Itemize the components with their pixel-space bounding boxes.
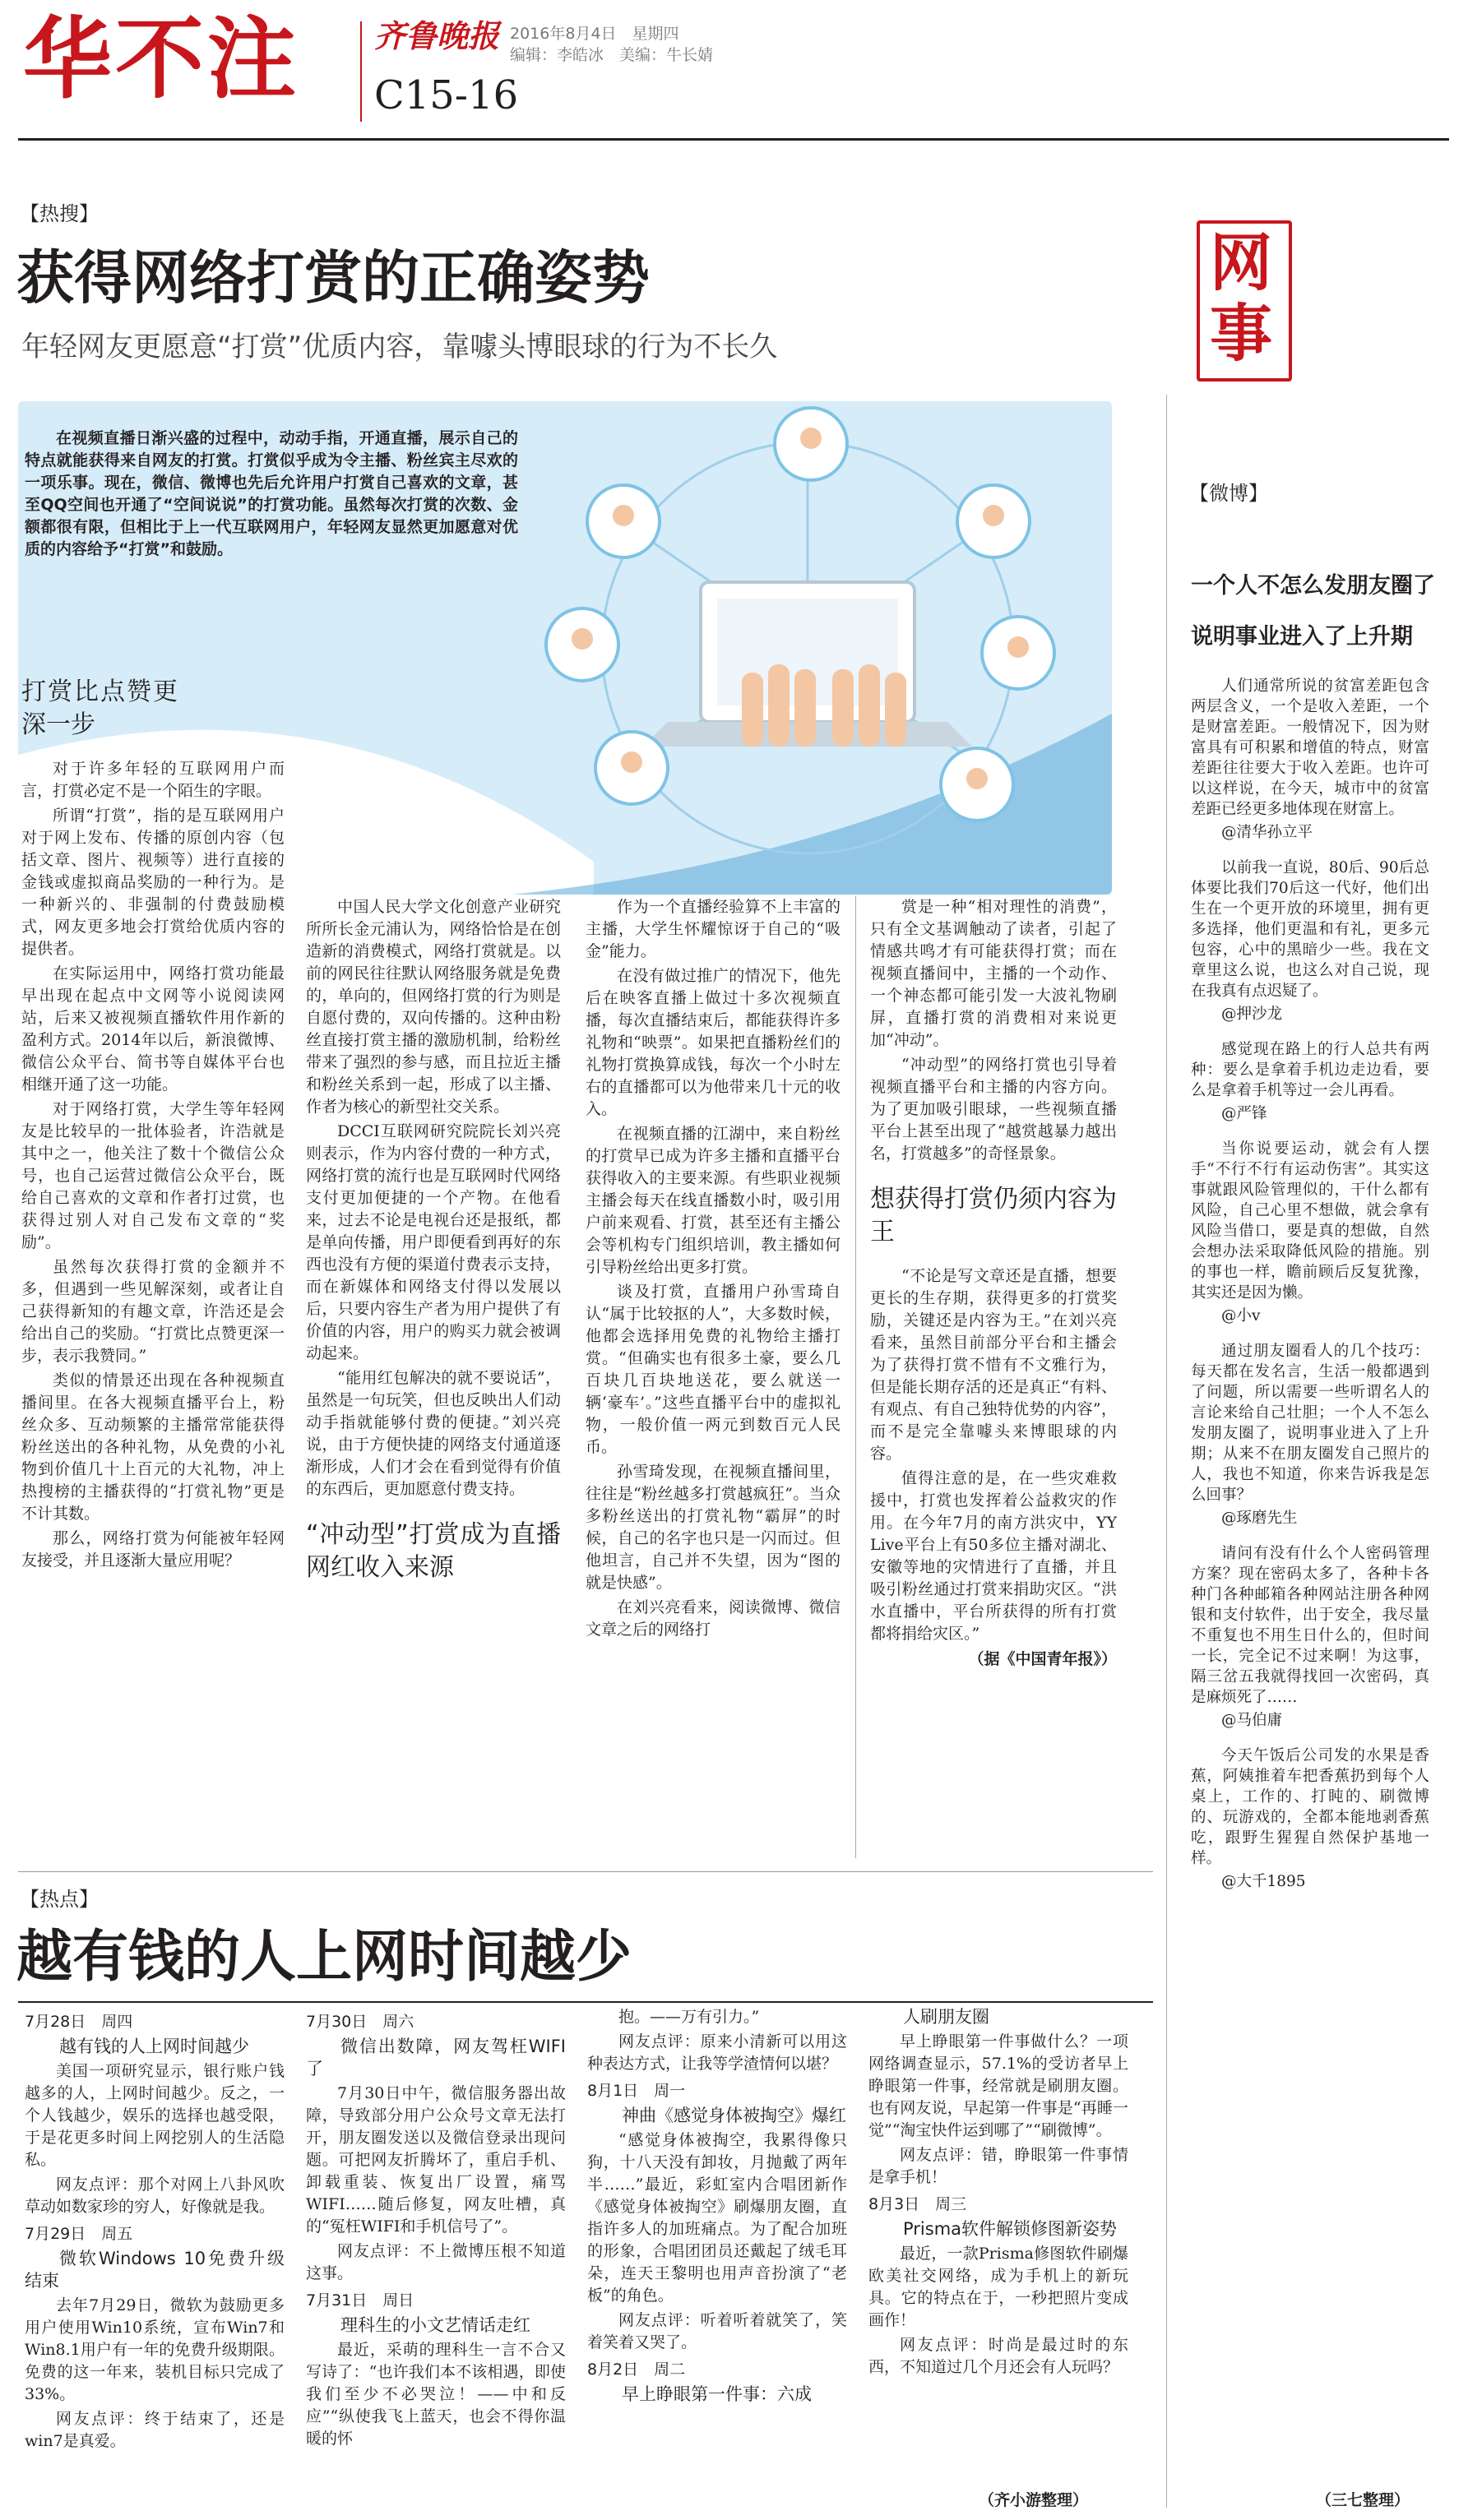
weibo-author: @清华孙立平 bbox=[1221, 824, 1313, 841]
paper-logo: 齐鲁晚报 bbox=[374, 17, 500, 54]
weibo-post: 人们通常所说的贫富差距包含两层含义，一个是收入差距，一个是财富差距。一般情况下，因为财富具有可积累和增值的特点，财富差距往往要大于收入差距。也许可以这样说，在今天，城市中的贫富差距已经更多地体现在财富上。 bbox=[1191, 677, 1429, 818]
section-divider bbox=[18, 1871, 1153, 1872]
article2-column-3 bbox=[587, 2006, 847, 2408]
article1-tag: 【热搜】 bbox=[20, 202, 99, 225]
article1-paragraph: 所谓“打赏”，指的是互联网用户对于网上发布、传播的原创内容（包括文章、图片、视频等）进行直接的金钱或虚拟商品奖励的一种行为。是一种新兴的、非强制的付费鼓励模式，网友更多地会打赏给优质内容的提供者。 bbox=[21, 807, 285, 958]
article1-paragraph: 赏是一种“相对理性的消费”，只有全文基调触动了读者，引起了情感共鸣才有可能获得打赏；而在视频直播间中，主播的一个动作、一个神态都可能引发一大波礼物刷屏，直播打赏的消费相对来说更加“冲动”。 bbox=[870, 898, 1117, 1049]
entry-paragraph: 网友点评：终于结束了，还是win7是真爱。 bbox=[25, 2410, 285, 2450]
article1-credit: （据《中国青年报》） bbox=[968, 1650, 1117, 1668]
entry-paragraph: 美国一项研究显示，银行账户钱越多的人，上网时间越少。反之，一个人钱越少，娱乐的选择也越受限，于是花更多时间上网挖别人的生活隐私。 bbox=[25, 2062, 285, 2169]
side-tab-char-1: 网 bbox=[1210, 226, 1272, 299]
article2-column-1 bbox=[25, 2006, 285, 2455]
weibo-author: @琢磨先生 bbox=[1221, 1510, 1298, 1527]
article1-column-2 bbox=[306, 896, 561, 1601]
entry-paragraph: 网友点评：错，睁眼第一件事情是拿手机！ bbox=[868, 2146, 1128, 2186]
avatar-icon bbox=[980, 615, 1056, 691]
article1-column-4 bbox=[870, 896, 1117, 1673]
article2-title-rule bbox=[18, 2001, 1153, 2003]
entry-paragraph: 网友点评：原来小清新可以用这种表达方式，让我等学渣情何以堪？ bbox=[587, 2032, 847, 2073]
sidebar-divider bbox=[1166, 395, 1167, 2508]
weibo-post: 通过朋友圈看人的几个技巧：每天都在发名言，生活一般都遇到了问题，所以需要一些听谓名人的言论来给自己壮胆；一个人不怎么发朋友圈了，说明事业进入了上升期；从来不在朋友圈发自己照片的人，我也不知道，你来告诉我是怎么回事？ bbox=[1191, 1343, 1429, 1504]
article1-paragraph: 谈及打赏，直播用户孙雪琦自认“属于比较抠的人”，大多数时候，他都会选择用免费的礼物给主播打赏。“但确实也有很多土豪，要么几百块几百块地送花，要么就送一辆‘豪车’。”这些直播平台中的虚拟礼物，一般价值一两元到数百元人民币。 bbox=[586, 1283, 841, 1456]
masthead-divider bbox=[360, 21, 362, 122]
article1-paragraph: “冲动型”的网络打赏也引导着视频直播平台和主播的内容方向。为了更加吸引眼球，一些视频直播平台上甚至出现了“越赏越暴力越出名，打赏越多”的奇怪景象。 bbox=[870, 1056, 1117, 1163]
weibo-post: 今天午饭后公司发的水果是香蕉，阿姨推着车把香蕉扔到每个人桌上，工作的、打盹的、刷微博的、玩游戏的，全都本能地剥香蕉吃，跟野生猩猩自然保护基地一样。 bbox=[1191, 1747, 1429, 1867]
side-tab-stamp bbox=[1197, 220, 1292, 381]
article1-paragraph: 在视频直播的江湖中，来自粉丝的打赏早已成为许多主播和直播平台获得收入的主要来源。有些职业视频主播会每天在线直播数小时，吸引用户前来观看、打赏，甚至还有主播公会等机构专门组织培训，教主播如何引导粉丝给出更多打赏。 bbox=[586, 1125, 841, 1276]
entry-paragraph: 网友点评：时尚是最过时的东西，不知道过几个月还会有人玩吗？ bbox=[868, 2336, 1128, 2376]
sidebar-posts bbox=[1191, 676, 1429, 1907]
avatar-icon bbox=[586, 483, 661, 559]
article1-paragraph: “能用红包解决的就不要说话”，虽然是一句玩笑，但也反映出人们动动手指就能够付费的便捷。”刘兴亮说，由于方便快捷的网络支付通道逐渐形成，人们才会在看到觉得有价值的东西后，更加愿意付费支持。 bbox=[306, 1369, 561, 1498]
article1-paragraph: 值得注意的是，在一些灾难救援中，打赏也发挥着公益救灾的作用。在今年7月的南方洪灾中，YY Live平台上有50多位主播对湖北、安徽等地的灾情进行了直播，并且吸引粉丝通过打赏来捐助灾区。“洪水直播中，平台所获得的所有打赏都将捐给灾区。” bbox=[870, 1469, 1117, 1643]
avatar-icon bbox=[594, 730, 669, 806]
entry-date: 7月29日 周五 bbox=[25, 2225, 133, 2243]
issue-date: 2016年8月4日 星期四 bbox=[510, 25, 679, 43]
entry-headline: 理科生的小文艺情话走红 bbox=[340, 2315, 530, 2335]
article2-column-2 bbox=[306, 2006, 566, 2453]
entry-headline: Prisma软件解锁修图新姿势 bbox=[903, 2219, 1118, 2239]
article1-col4-subhead: 想获得打赏仍须内容为王 bbox=[870, 1185, 1117, 1246]
entry-paragraph: 网友点评：那个对网上八卦风吹草动如数家珍的穷人，好像就是我。 bbox=[25, 2176, 285, 2216]
section-title: 华不注 bbox=[23, 8, 300, 111]
entry-headline: 人刷朋友圈 bbox=[903, 2007, 989, 2027]
article1-paragraph: 在刘兴亮看来，阅读微博、微信文章之后的网络打 bbox=[586, 1598, 841, 1639]
article1-paragraph: DCCI互联网研究院院长刘兴亮则表示，作为内容付费的一种方式，网络打赏的流行也是互联网时代网络支付更加便捷的一个产物。在他看来，过去不论是电视台还是报纸，都是单向传播，用户即便看到再好的东西也没有方便的渠道付费表示支持，而在新媒体和网络支付得以发展以后，只要内容生产者为用户提供了有价值的内容，用户的购买力就会被调动起来。 bbox=[306, 1122, 561, 1362]
editor-credits: 编辑：李皓冰 美编：牛长婧 bbox=[510, 46, 714, 64]
sidebar-credit: （三七整理） bbox=[1316, 2491, 1410, 2509]
article1-title: 获得网络打赏的正确姿势 bbox=[16, 244, 650, 312]
entry-date: 7月31日 周日 bbox=[306, 2291, 414, 2310]
article1-paragraph: 对于许多年轻的互联网用户而言，打赏必定不是一个陌生的字眼。 bbox=[21, 760, 285, 800]
weibo-author: @大千1895 bbox=[1221, 1873, 1306, 1890]
entry-paragraph: 早上睁眼第一件事做什么？一项网络调查显示，57.1%的受访者早上睁眼第一件事，经常就是刷朋友圈。也有网友说，早起第一件事是“再睡一觉”“淘宝快件运到哪了”“刷微博”。 bbox=[868, 2032, 1128, 2139]
entry-paragraph: 去年7月29日，微软为鼓励更多用户使用Win10系统，宣布Win7和Win8.1用户有一年的免费升级期限。免费的这一年来，装机目标只完成了33%。 bbox=[25, 2296, 285, 2403]
article1-column-1 bbox=[21, 658, 285, 1574]
sidebar-title-line-2: 说明事业进入了上升期 bbox=[1191, 624, 1413, 650]
article2-column-4 bbox=[868, 2006, 1128, 2381]
article1-paragraph: 中国人民大学文化创意产业研究所所长金元浦认为，网络恰恰是在创造新的消费模式，网络打赏就是。以前的网民往往默认网络服务就是免费的，单向的，但网络打赏的行为则是自愿付费的，双向传播的。这种由粉丝直接打赏主播的激励机制，给粉丝带来了强烈的参与感，而且拉近主播和粉丝关系到一起，形成了以主播、作者为核心的新型社交关系。 bbox=[306, 898, 561, 1116]
entry-paragraph: 7月30日中午，微信服务器出故障，导致部分用户公众号文章无法打开，朋友圈发送以及微信登录出现问题。可把网友折腾坏了，重启手机、卸载重装、恢复出厂设置，痛骂WIFI……随后修复，网友吐槽，真的“冤枉WIFI和手机信号了”。 bbox=[306, 2084, 566, 2236]
article1-col2-subhead: “冲动型”打赏成为直播网红收入来源 bbox=[306, 1520, 561, 1582]
weibo-post: 感觉现在路上的行人总共有两种：要么是拿着手机边走边看，要么是拿着手机等过一会儿再看。 bbox=[1191, 1041, 1429, 1099]
article2-title: 越有钱的人上网时间越少 bbox=[16, 1925, 632, 1990]
article1-column-3 bbox=[586, 896, 841, 1644]
entry-headline: 越有钱的人上网时间越少 bbox=[59, 2037, 249, 2056]
sidebar-title-line-1: 一个人不怎么发朋友圈了 bbox=[1191, 573, 1435, 599]
avatar-icon bbox=[939, 747, 1015, 822]
article1-col1-subhead: 打赏比点赞更深一步 bbox=[21, 677, 178, 739]
entry-paragraph: 最近，采萌的理科生一言不合又写诗了：“也许我们本不该相遇，即使我们至少不必哭泣！——中和反应”“纵使我飞上蓝天，也会不得你温暖的怀 bbox=[306, 2341, 566, 2448]
entry-paragraph: 网友点评：听着听着就笑了，笑着笑着又哭了。 bbox=[587, 2311, 847, 2351]
article1-paragraph: 类似的情景还出现在各种视频直播间里。在各大视频直播平台上，粉丝众多、互动频繁的主播常常能获得粉丝送出的各种礼物，从免费的小礼物到价值几十上百元的大礼物，冲上热搜榜的主播获得的“打赏礼物”更是不计其数。 bbox=[21, 1371, 285, 1523]
side-tab-char-2: 事 bbox=[1210, 297, 1272, 370]
weibo-author: @押沙龙 bbox=[1221, 1006, 1283, 1023]
entry-headline: 神曲《感觉身体被掏空》爆红 bbox=[622, 2106, 846, 2125]
article1-paragraph: 那么，网络打赏为何能被年轻网友接受，并且逐渐大量应用呢？ bbox=[21, 1529, 285, 1570]
article1-paragraph: 在实际运用中，网络打赏功能最早出现在起点中文网等小说阅读网站，后来又被视频直播软件用作新的盈利方式。2014年以后，新浪微博、微信公众平台、简书等自媒体平台也相继开通了这一功能。 bbox=[21, 964, 285, 1094]
entry-date: 8月2日 周二 bbox=[587, 2360, 686, 2379]
entry-headline: 微软Windows 10免费升级结束 bbox=[25, 2249, 285, 2291]
entry-headline: 早上睁眼第一件事：六成 bbox=[622, 2384, 812, 2404]
weibo-post: 当你说要运动，就会有人摆手“不行不行有运动伤害”。其实这事就跟风险管理似的，干什么都有风险，自己心里不想做，就会拿有风险当借口，要是真的想做，自然会想办法采取降低风险的措施。别的事也一样，瞻前顾后反复犹豫，其实还是因为懒。 bbox=[1191, 1140, 1429, 1302]
article2-credit: （齐小游整理） bbox=[979, 2491, 1089, 2509]
entry-paragraph: “感觉身体被掏空，我累得像只狗，十八天没有卸妆，月抛戴了两年半……”最近，彩虹室内合唱团新作《感觉身体被掏空》刷爆朋友圈，直指许多人的加班痛点。为了配合加班的形象，合唱团团员还戴起了绒毛耳朵，连天王黎明也用声音扮演了“老板”的角色。 bbox=[587, 2131, 847, 2305]
weibo-post: 以前我一直说，80后、90后总体要比我们70后这一代好，他们出生在一个更开放的环境里，拥有更多选择，他们更温和有礼，更多元包容，心中的黑暗少一些。我在文章里这么说，也这么对自己说，现在我真有点迟疑了。 bbox=[1191, 859, 1429, 1000]
article1-paragraph: “不论是写文章还是直播，想要更长的生存期，获得更多的打赏奖励，关键还是内容为王。”在刘兴亮看来，虽然目前部分平台和主播会为了获得打赏不惜有不文雅行为，但是能长期存活的还是真正“有料、有观点、有自己独特优势的内容”，而不是完全靠噱头来博眼球的内容。 bbox=[870, 1267, 1117, 1463]
entry-date: 7月28日 周四 bbox=[25, 2013, 133, 2031]
weibo-author: @马伯庸 bbox=[1221, 1712, 1283, 1729]
article1-paragraph: 对于网络打赏，大学生等年轻网友是比较早的一批体验者，许浩就是其中之一，他关注了数十个微信公众号，也自己运营过微信公众平台，既给自己喜欢的文章和作者打过赏，也获得过别人对自己发布文章的“奖励”。 bbox=[21, 1100, 285, 1251]
avatar-icon bbox=[956, 483, 1031, 559]
sidebar-tag: 【微博】 bbox=[1189, 482, 1268, 505]
article1-paragraph: 在没有做过推广的情况下，他先后在映客直播上做过十多次视频直播，每次直播结束后，都能获得许多礼物和“映票”。如果把直播粉丝们的礼物打赏换算成钱，每次一个小时左右的直播都可以为他带来几十元的收入。 bbox=[586, 967, 841, 1118]
article1-paragraph: 孙雪琦发现，在视频直播间里，往往是“粉丝越多打赏越疯狂”。当众多粉丝送出的打赏礼物“霸屏”的时候，自己的名字也只是一闪而过。但他坦言，自己并不失望，因为“图的就是快感”。 bbox=[586, 1463, 841, 1592]
masthead-rule bbox=[18, 138, 1449, 141]
article1-paragraph: 虽然每次获得打赏的金额并不多，但遇到一些见解深刻，或者让自己获得新知的有趣文章，许浩还是会给出自己的奖励。“打赏比点赞更深一步，表示我赞同。” bbox=[21, 1258, 285, 1365]
article1-subtitle: 年轻网友更愿意“打赏”优质内容，靠噱头博眼球的行为不长久 bbox=[21, 331, 778, 363]
entry-headline: 微信出数障，网友驾枉WIFI了 bbox=[306, 2037, 566, 2078]
entry-date: 8月3日 周三 bbox=[868, 2195, 967, 2213]
weibo-post: 请问有没有什么个人密码管理方案？现在密码太多了，各种卡各种门各种邮箱各种网站注册各种网银和支付软件，出于安全，我尽量不重复也不用生日什么的，但时间一长，完全记不过来啊！为这事，隔三岔五我就得找回一次密码，真是麻烦死了…… bbox=[1191, 1545, 1429, 1706]
weibo-author: @小v bbox=[1221, 1307, 1261, 1325]
article1-paragraph: 作为一个直播经验算不上丰富的主播，大学生怀耀惊讶于自己的“吸金”能力。 bbox=[586, 898, 841, 960]
page-number: C15-16 bbox=[374, 72, 519, 118]
entry-paragraph: 抱。——万有引力。” bbox=[618, 2008, 760, 2026]
article2-tag: 【热点】 bbox=[20, 1888, 99, 1911]
entry-paragraph: 网友点评：不上微博压根不知道这事。 bbox=[306, 2242, 566, 2282]
weibo-author: @严锋 bbox=[1221, 1105, 1267, 1122]
entry-date: 8月1日 周一 bbox=[587, 2082, 686, 2100]
article1-lead: 在视频直播日渐兴盛的过程中，动动手指，开通直播，展示自己的特点就能获得来自网友的打赏。打赏似乎成为令主播、粉丝宾主尽欢的一项乐事。现在，微信、微博也先后允许用户打赏自己喜欢的文章，甚至QQ空间也开通了“空间说说”的打赏功能。虽然每次打赏的次数、金额都很有限，但相比于上一代互联网用户，年轻网友显然更加愿意对优质的内容给予“打赏”和鼓励。 bbox=[25, 429, 518, 558]
avatar-icon bbox=[544, 607, 620, 682]
avatar-icon bbox=[773, 406, 849, 482]
article1-col-divider bbox=[855, 896, 856, 1858]
entry-paragraph: 最近，一款Prisma修图软件刷爆欧美社交网络，成为手机上的新玩具。它的特点在于，一秒把照片变成画作！ bbox=[868, 2245, 1128, 2329]
entry-date: 7月30日 周六 bbox=[306, 2013, 414, 2031]
